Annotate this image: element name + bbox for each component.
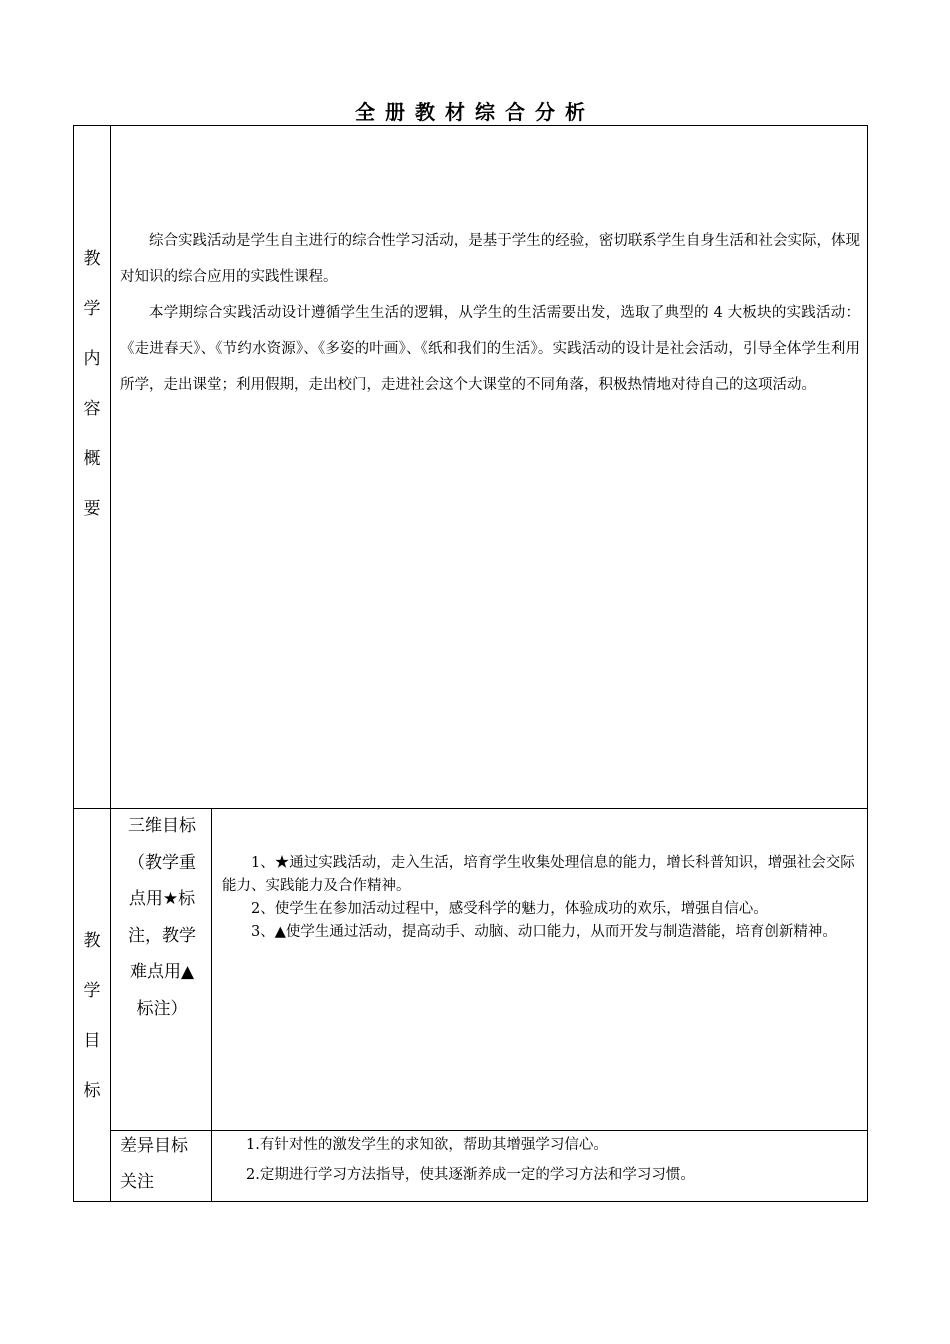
label-line: 三维目标 [128,816,196,836]
label-char: 教 [83,931,101,951]
label-line: 差异目标 [120,1136,188,1156]
difference-item: 2.定期进行学习方法指导，使其逐渐养成一定的学习方法和学习习惯。 [246,1167,695,1183]
teaching-goals-label [74,916,110,1116]
difference-goals-label [114,1128,210,1200]
divider-sub-col [211,808,212,1201]
label-line: 标注） [136,998,188,1019]
goal-item: 1、★通过实践活动，走入生活，培育学生收集处理信息的能力，增长科普知识，增强社会交际能力、实践能力及合作精神。 [222,855,855,894]
label-char: 目 [83,1031,101,1051]
label-line: 点用★标 [128,889,196,909]
content-summary-text [120,223,860,403]
label-line: （教学重 [128,852,196,873]
label-char: 内 [83,349,101,369]
label-line: 难点用▲ [129,962,195,982]
label-char: 教 [83,249,101,269]
analysis-table [73,125,868,1202]
content-summary-label [74,234,110,534]
label-char: 要 [83,499,101,519]
content-paragraph: 本学期综合实践活动设计遵循学生生活的逻辑，从学生的生活需要出发，选取了典型的 4 大板块的实践活动：《走进春天》、《节约水资源》、《多姿的叶画》、《纸和我们的生活》。实践活动的设计是社会活动，引导全体学生利用所学，走出课堂；利用假期，走出校门，走进社会这个大课堂的不同角落，积极热情地对待自己的这项活动。 [120,305,860,393]
difference-item: 1.有针对性的激发学生的求知欲，帮助其增强学习信心。 [246,1137,608,1153]
label-char: 标 [83,1081,101,1101]
goal-item: 2、使学生在参加活动过程中，感受科学的魅力，体验成功的欢乐，增强自信心。 [251,901,768,917]
label-char: 学 [83,981,101,1001]
label-line: 注，教学 [128,925,196,946]
content-paragraph: 综合实践活动是学生自主进行的综合性学习活动，是基于学生的经验，密切联系学生自身生活和社会实际，体现对知识的综合应用的实践性课程。 [120,233,860,285]
goal-item: 3、▲使学生通过活动，提高动手、动脑、动口能力，从而开发与制造潜能，培育创新精神。 [251,924,837,940]
label-line: 关注 [120,1172,154,1192]
label-char: 学 [83,299,101,319]
difference-goals-text [214,1130,864,1190]
page-title: 全册教材综合分析 [355,100,595,124]
three-dim-goals-label [114,808,210,1027]
label-char: 容 [83,399,101,419]
three-dim-goals-text [222,852,862,944]
label-char: 概 [83,449,101,469]
divider-left-col [110,126,111,1201]
